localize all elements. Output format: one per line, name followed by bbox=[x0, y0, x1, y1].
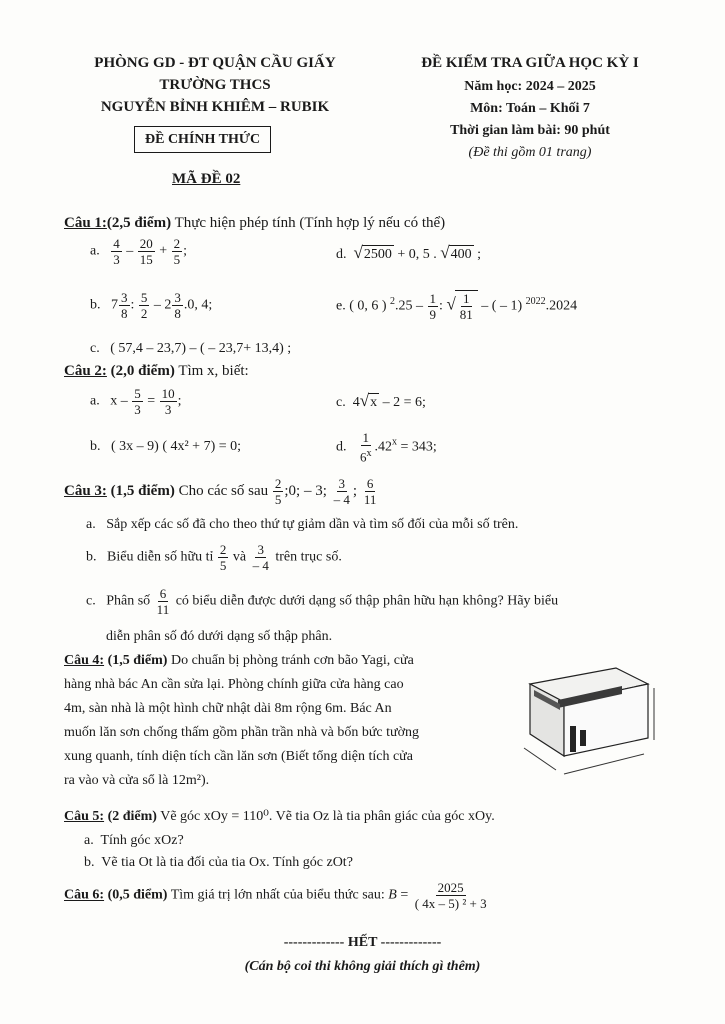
question-label: Câu 4: bbox=[64, 653, 105, 668]
item-label: a. bbox=[90, 393, 100, 409]
item-label: c. bbox=[86, 593, 96, 609]
item-label: b. bbox=[90, 297, 101, 313]
question-4-text: ra vào và cửa sổ là 12m²). bbox=[64, 773, 210, 788]
question-2-heading bbox=[64, 362, 249, 380]
question-label: Câu 5: bbox=[64, 809, 105, 824]
question-3-heading: Câu 3: (1,5 điểm) Cho các số sau $\frac{2}{5}$ ;0; – 3; $\frac{3}{- 4}$ ; $\frac{6}{11}$ bbox=[64, 476, 377, 507]
fraction: $\frac{4}{3}$ bbox=[113, 236, 120, 267]
q2-item-a: a. x – $\frac{5}{3}$ = $\frac{10}{3}$ ; bbox=[90, 386, 182, 417]
question-points: (0,5 điểm) bbox=[107, 887, 168, 903]
fraction: $\frac{10}{3}$ bbox=[161, 386, 175, 417]
q3-item-a bbox=[86, 516, 518, 533]
fraction: $\frac{3}{- 4}$ bbox=[333, 476, 350, 507]
exam-title: ĐỀ KIỂM TRA GIỮA HỌC KỲ I bbox=[421, 55, 639, 71]
item-text: Vẽ tia Ot là tia đối của tia Ox. Tính góc zOt? bbox=[101, 855, 353, 870]
fraction: $\frac{3}{8}$ bbox=[121, 290, 128, 321]
question-label: Câu 2: bbox=[64, 363, 107, 379]
school-year: Năm học: 2024 – 2025 bbox=[464, 79, 596, 94]
question-label: Câu 1: bbox=[64, 215, 107, 231]
question-4-text: 4m, sàn nhà là một hình chữ nhật dài 8m rộng 6m. Bác An bbox=[64, 701, 392, 716]
question-5-heading bbox=[64, 808, 495, 825]
item-label: c. bbox=[90, 341, 100, 356]
subject: Môn: Toán – Khối 7 bbox=[470, 101, 590, 116]
fraction: $\frac{6}{11}$ bbox=[363, 476, 377, 507]
item-text: Phân số bbox=[106, 593, 151, 609]
q2-item-b bbox=[90, 438, 241, 455]
q2-item-d: d. $\frac{1}{6^x}$ $.42^x = 343$; bbox=[336, 430, 437, 465]
school-name: NGUYỄN BỈNH KHIÊM – RUBIK bbox=[100, 99, 330, 115]
denominator: ( 4x – 5) ² + 3 bbox=[414, 896, 487, 911]
item-text: Tính góc xOz? bbox=[100, 833, 184, 848]
expression: ( 3x – 9) ( 4x² + 7) = 0; bbox=[111, 439, 242, 454]
fraction: $\frac{1}{6^x}$ bbox=[360, 430, 372, 465]
fraction: $\frac{20}{15}$ bbox=[139, 236, 153, 267]
question-4-heading bbox=[64, 652, 414, 669]
school-type: TRƯỜNG THCS bbox=[159, 77, 271, 93]
q3-item-b bbox=[86, 542, 342, 573]
q1-item-c bbox=[90, 340, 291, 357]
q3-item-c bbox=[86, 586, 558, 617]
question-text: Do chuẩn bị phòng tránh cơn bão Yagi, cửa bbox=[170, 653, 414, 668]
fraction: $\frac{3}{8}$ bbox=[174, 290, 181, 321]
question-label: Câu 6: bbox=[64, 887, 105, 903]
question-points: (2 điểm) bbox=[107, 809, 157, 824]
question-points: (1,5 điểm) bbox=[107, 653, 168, 668]
fraction: $\frac{2}{5}$ bbox=[219, 542, 227, 573]
question-points: (2,0 điểm) bbox=[110, 363, 175, 379]
duration: Thời gian làm bài: 90 phút bbox=[450, 123, 610, 138]
end-marker: ------------- HẾT ------------- bbox=[283, 935, 442, 950]
item-text: Biểu diễn số hữu tỉ bbox=[107, 549, 214, 565]
department-name: PHÒNG GD - ĐT QUẬN CẦU GIẤY bbox=[94, 55, 336, 71]
q3-item-c-continued: diễn phân số đó dưới dạng số thập phân. bbox=[106, 629, 333, 644]
item-text: trên trục số. bbox=[275, 549, 342, 565]
item-label: d. bbox=[336, 439, 347, 455]
question-6-heading: Câu 6: (0,5 điểm) Tìm giá trị lớn nhất của biểu thức sau: B = $\frac{2025}{\text{( 4x – 5) ² + 3}}$ bbox=[64, 880, 487, 911]
fraction: $\frac{2}{5}$ bbox=[173, 236, 181, 267]
q5-item-a bbox=[84, 832, 184, 849]
item-text: và bbox=[232, 549, 247, 565]
q1-item-b: b. 7 $\frac{3}{8}$ : $\frac{5}{2}$ – 2 $\frac{3}{8}$ .0, 4; bbox=[90, 290, 213, 321]
fraction: $\frac{3}{- 4}$ bbox=[252, 542, 269, 573]
q1-item-a: a. $\frac{4}{3}$ – $\frac{20}{15}$ + $\frac{2}{5}$ ; bbox=[90, 236, 188, 267]
q1-item-d: d. √2500 + 0, 5 . √400 ; bbox=[336, 243, 481, 262]
question-prompt: Vẽ góc xOy = 110⁰. Vẽ tia Oz là tia phân giác của góc xOy. bbox=[160, 809, 495, 824]
numerator: 2025 bbox=[437, 880, 464, 895]
pages-note: (Đề thi gồm 01 trang) bbox=[468, 145, 592, 160]
fraction bbox=[413, 880, 489, 911]
question-label: Câu 3: bbox=[64, 482, 107, 499]
item-label: c. bbox=[336, 395, 346, 410]
item-text: có biểu diễn được dưới dạng số thập phân hữu hạn không? Hãy biểu bbox=[175, 593, 559, 609]
fraction: $\frac{5}{2}$ bbox=[140, 290, 148, 321]
q2-item-c: c. 4√x – 2 = 6; bbox=[336, 391, 426, 410]
item-label: a. bbox=[84, 833, 94, 848]
fraction: $\frac{5}{3}$ bbox=[134, 386, 141, 417]
item-label: a. bbox=[90, 243, 100, 259]
question-4-text: hàng nhà bác An cần sửa lại. Phòng chính giữa cửa hàng cao bbox=[64, 677, 404, 692]
official-stamp-box: ĐỀ CHÍNH THỨC bbox=[134, 126, 271, 153]
question-points: (1,5 điểm) bbox=[110, 482, 175, 499]
item-label: b. bbox=[84, 855, 95, 870]
question-points: (2,5 điểm) bbox=[106, 215, 172, 231]
exam-code: MÃ ĐỀ 02 bbox=[172, 171, 241, 187]
fraction: $\frac{1}{9}$ bbox=[429, 291, 437, 322]
question-prompt: Cho các số sau bbox=[178, 482, 269, 499]
question-4-text: xung quanh, tính diện tích cần lăn sơn (Biết tổng diện tích cửa bbox=[64, 749, 413, 764]
item-text: Sắp xếp các số đã cho theo thứ tự giảm dần và tìm số đối của mỗi số trên. bbox=[106, 517, 519, 532]
q5-item-b bbox=[84, 854, 353, 871]
item-label: a. bbox=[86, 517, 96, 532]
fraction: $\frac{2}{5}$ bbox=[274, 476, 282, 507]
expression: ( 57,4 – 23,7) – ( – 23,7+ 13,4) ; bbox=[110, 341, 292, 356]
fraction: $\frac{6}{11}$ bbox=[156, 586, 170, 617]
question-4-text: muốn lăn sơn chống thấm gồm phần trần nhà và bốn bức tường bbox=[64, 725, 420, 740]
item-label: e. bbox=[336, 298, 346, 314]
question-prompt: Tìm x, biết: bbox=[178, 363, 249, 379]
invigilator-note: (Cán bộ coi thi không giải thích gì thêm) bbox=[244, 959, 481, 974]
room-box-illustration bbox=[494, 650, 660, 788]
item-label: d. bbox=[336, 247, 347, 262]
question-prompt: Thực hiện phép tính (Tính hợp lý nếu có thể) bbox=[174, 215, 446, 231]
question-prompt: Tìm giá trị lớn nhất của biểu thức sau: bbox=[170, 887, 385, 903]
item-label: b. bbox=[86, 549, 97, 565]
question-1-heading bbox=[64, 214, 445, 232]
item-label: b. bbox=[90, 439, 101, 454]
q1-item-e: e. ( 0, 6 ) $^2$.25 – $\frac{1}{9}$ : √ $\frac{1}{81}$ – ( – 1) $^{2022}$.2024 bbox=[336, 291, 578, 322]
